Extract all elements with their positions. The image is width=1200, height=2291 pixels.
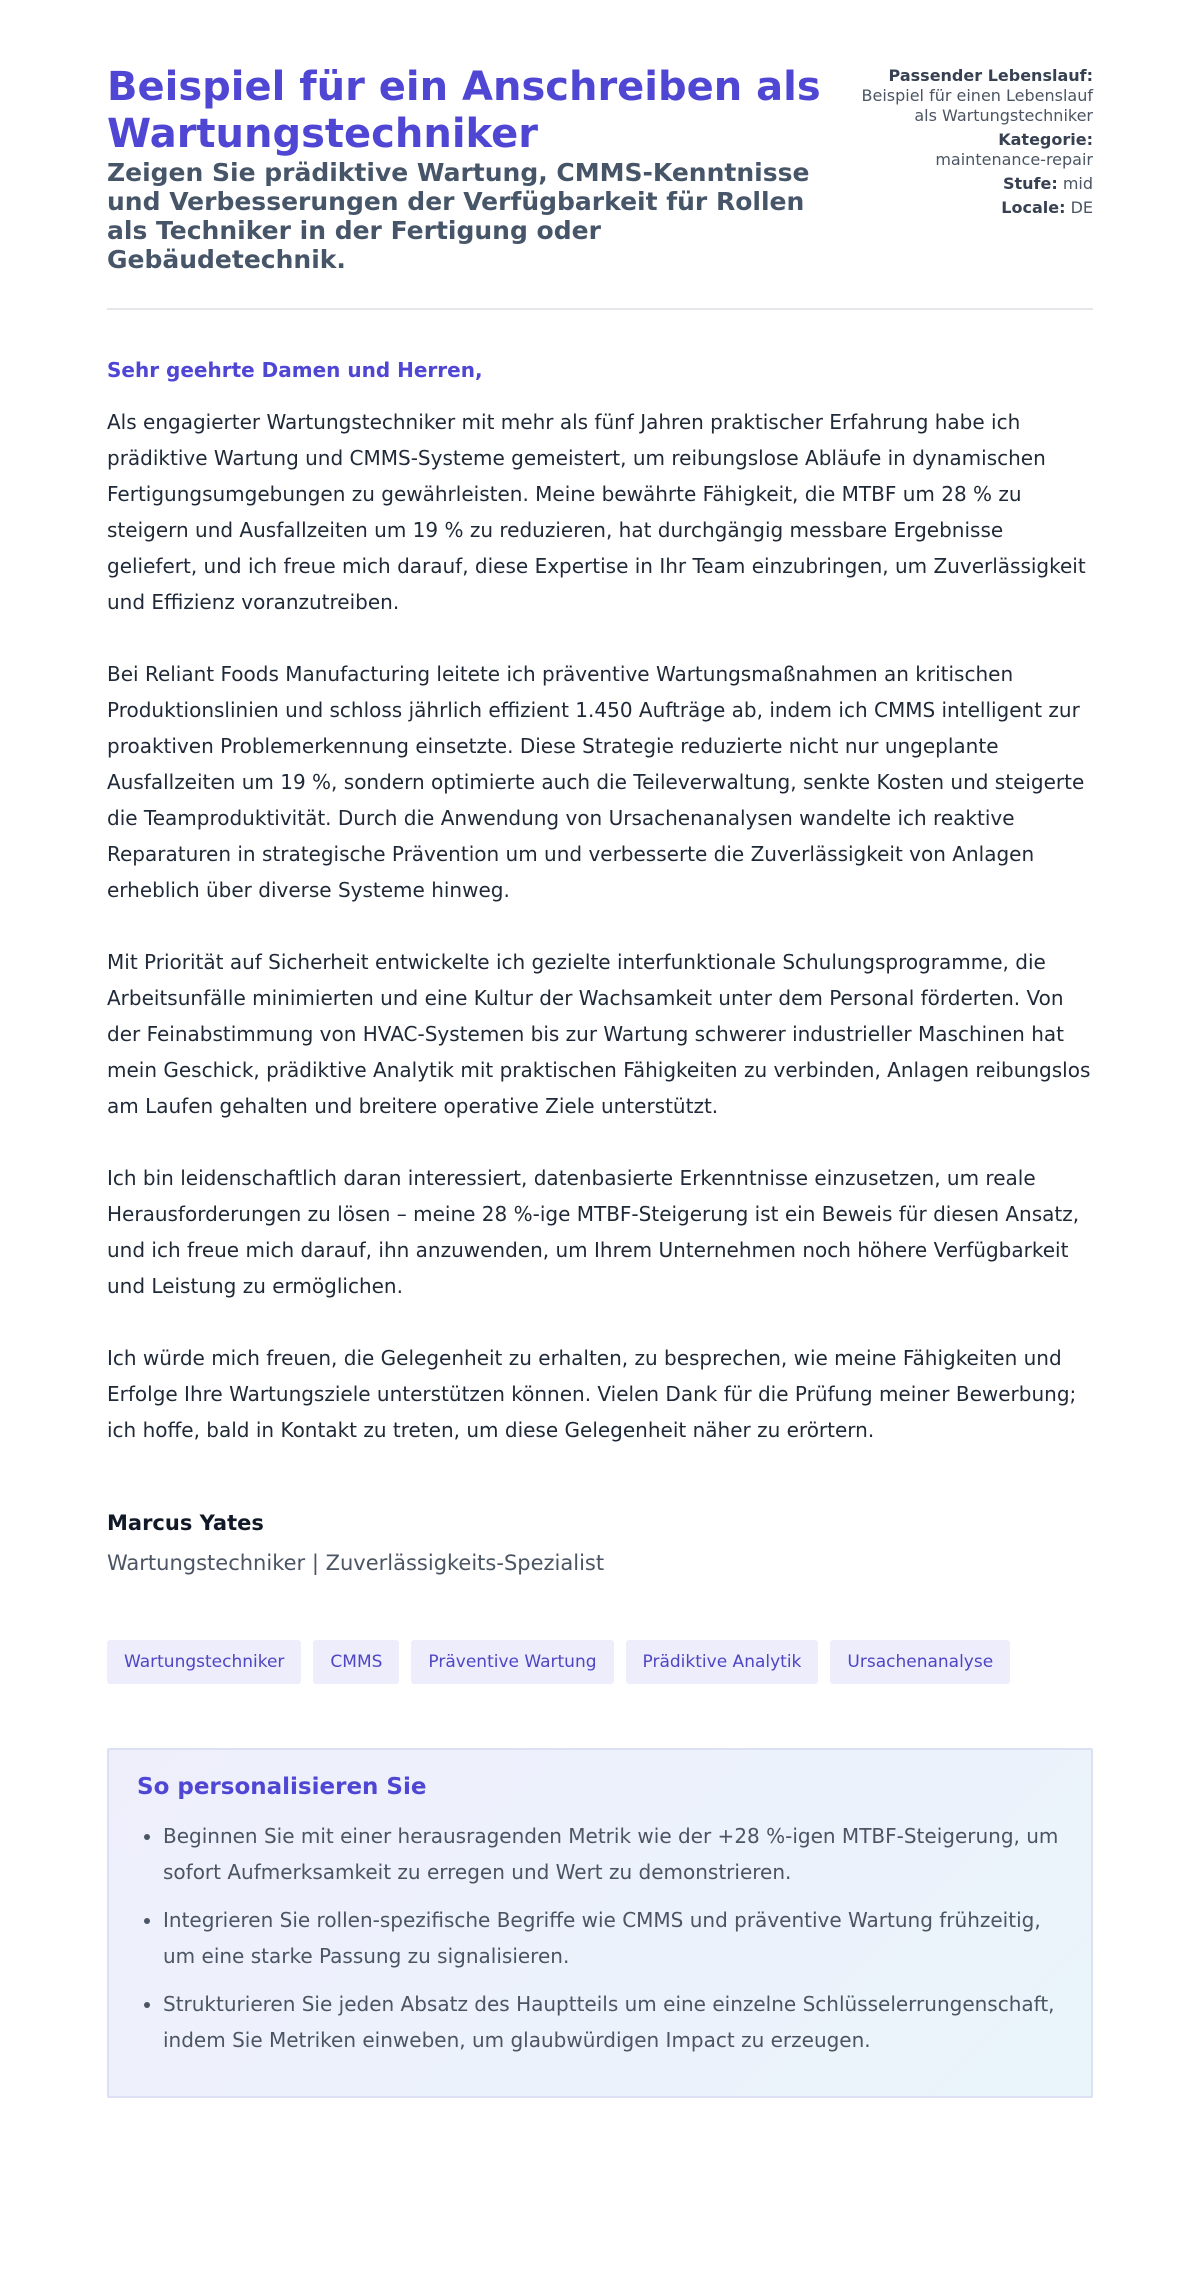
meta-level-label: Stufe:	[1002, 174, 1058, 193]
tips-item: • Strukturieren Sie jeden Absatz des Hauptteils um eine einzelne Schlüsselerrungenschaft, indem Sie Metriken einweben, um glaubwürdigen Impact zu erzeugen.	[163, 1986, 1063, 2058]
personalization-tips-box	[107, 1748, 1093, 2098]
meta-locale-label: Locale:	[1001, 198, 1066, 217]
meta-level	[843, 174, 1093, 194]
tag-list	[107, 1640, 1093, 1684]
header-titles	[107, 64, 837, 274]
tag-chip[interactable]: Präventive Wartung	[411, 1640, 613, 1684]
letter-paragraph: Ich würde mich freuen, die Gelegenheit zu erhalten, zu besprechen, wie meine Fähigkeiten und Erfolge Ihre Wartungsziele unterstützen können. Vielen Dank für die Prüfung meiner Bewerbung; ich hoffe, bald in Kontakt zu treten, um diese Gelegenheit näher zu erörtern.	[107, 1346, 1077, 1442]
tag-chip[interactable]: CMMS	[313, 1640, 399, 1684]
meta-resume-value[interactable]: Beispiel für einen Lebenslauf als Wartungstechniker	[861, 86, 1093, 125]
tips-title: So personalisieren Sie	[137, 1774, 427, 1800]
tips-item: • Integrieren Sie rollen-spezifische Begriffe wie CMMS und präventive Wartung frühzeitig, um eine starke Passung zu signalisieren.	[163, 1902, 1063, 1974]
tips-list	[137, 1818, 1063, 2058]
meta-resume	[843, 66, 1093, 126]
meta-resume-label: Passender Lebenslauf:	[888, 66, 1093, 85]
page-title: Beispiel für ein Anschreiben als Wartungstechniker	[107, 64, 821, 157]
signature-role: Wartungstechniker | Zuverlässigkeits-Spezialist	[107, 1551, 605, 1575]
cover-letter-page	[107, 64, 1093, 2098]
meta-level-value: mid	[1062, 174, 1093, 193]
meta-category-value: maintenance-repair	[935, 150, 1093, 169]
meta-locale	[843, 198, 1093, 218]
meta-locale-value: DE	[1070, 198, 1093, 217]
meta-panel	[843, 64, 1093, 222]
page-subtitle: Zeigen Sie prädiktive Wartung, CMMS-Kenntnisse und Verbesserungen der Verfügbarkeit für Rollen als Techniker in der Fertigung oder Gebäudetechnik.	[107, 158, 810, 274]
letter-salutation: Sehr geehrte Damen und Herren,	[107, 358, 483, 382]
letter-paragraph: Als engagierter Wartungstechniker mit mehr als fünf Jahren praktischer Erfahrung habe ich prädiktive Wartung und CMMS-Systeme gemeistert, um reibungslose Abläufe in dynamischen Fertigungsumgebungen zu gewährleisten. Meine bewährte Fähigkeit, die MTBF um 28 % zu steigern und Ausfallzeiten um 19 % zu reduzieren, hat durchgängig messbare Ergebnisse geliefert, und ich freue mich darauf, diese Expertise in Ihr Team einzubringen, um Zuverlässigkeit und Effizienz voranzutreiben.	[107, 410, 1086, 614]
letter-paragraph: Bei Reliant Foods Manufacturing leitete ich präventive Wartungsmaßnahmen an kritischen Produktionslinien und schloss jährlich effizient 1.450 Aufträge ab, indem ich CMMS intelligent zur proaktiven Problemerkennung einsetzte. Diese Strategie reduzierte nicht nur ungeplante Ausfallzeiten um 19 %, sondern optimierte auch die Teileverwaltung, senkte Kosten und steigerte die Teamproduktivität. Durch die Anwendung von Ursachenanalysen wandelte ich reaktive Reparaturen in strategische Prävention um und verbesserte die Zuverlässigkeit von Anlagen erheblich über diverse Systeme hinweg.	[107, 662, 1085, 902]
tips-item: • Beginnen Sie mit einer herausragenden Metrik wie der +28 %-igen MTBF-Steigerung, um sofort Aufmerksamkeit zu erregen und Wert zu demonstrieren.	[163, 1818, 1063, 1890]
meta-category	[843, 130, 1093, 170]
tag-chip[interactable]: Prädiktive Analytik	[626, 1640, 819, 1684]
signature-name: Marcus Yates	[107, 1511, 264, 1535]
tag-chip[interactable]: Wartungstechniker	[107, 1640, 301, 1684]
meta-category-label: Kategorie:	[998, 130, 1093, 149]
tag-chip[interactable]: Ursachenanalyse	[830, 1640, 1010, 1684]
letter-paragraph: Ich bin leidenschaftlich daran interessiert, datenbasierte Erkenntnisse einzusetzen, um reale Herausforderungen zu lösen – meine 28 %-ige MTBF-Steigerung ist ein Beweis für diesen Ansatz, und ich freue mich darauf, ihn anzuwenden, um Ihrem Unternehmen noch höhere Verfügbarkeit und Leistung zu ermöglichen.	[107, 1166, 1080, 1298]
signature-block	[107, 1508, 1093, 1578]
page-header	[107, 64, 1093, 310]
letter-paragraph: Mit Priorität auf Sicherheit entwickelte ich gezielte interfunktionale Schulungsprogramme, die Arbeitsunfälle minimierten und eine Kultur der Wachsamkeit unter dem Personal förderten. Von der Feinabstimmung von HVAC-Systemen bis zur Wartung schwerer industrieller Maschinen hat mein Geschick, prädiktive Analytik mit praktischen Fähigkeiten zu verbinden, Anlagen reibungslos am Laufen gehalten und breitere operative Ziele unterstützt.	[107, 950, 1091, 1118]
